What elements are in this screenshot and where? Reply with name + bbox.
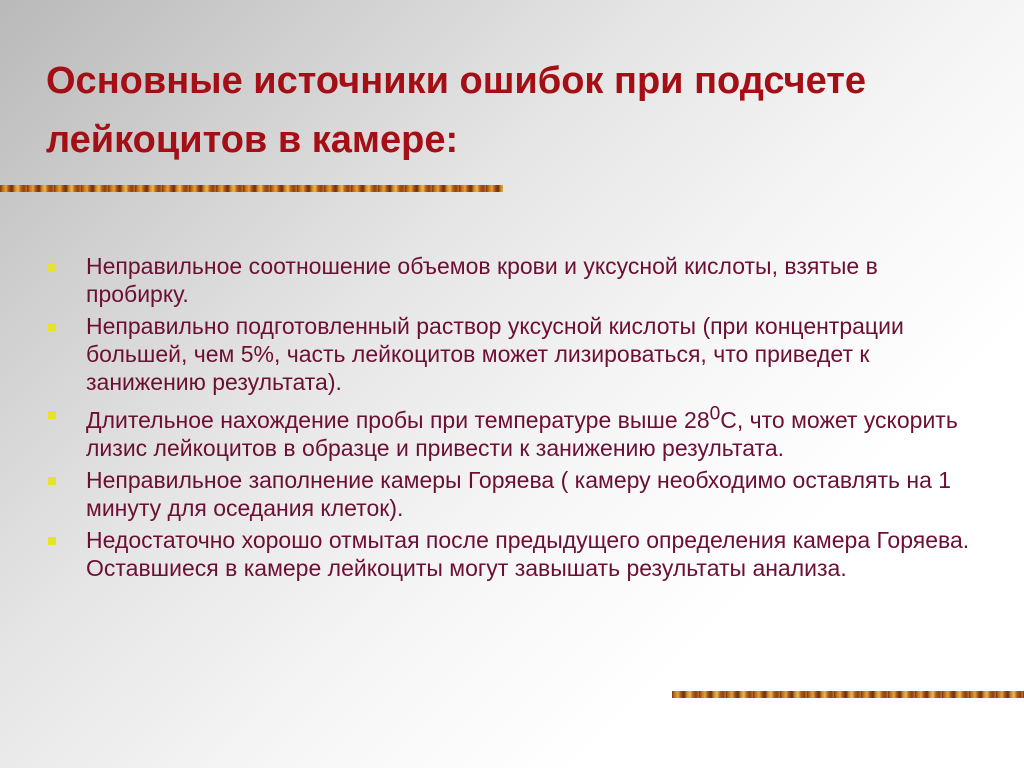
square-bullet-icon <box>48 537 56 545</box>
list-item-text: Недостаточно хорошо отмытая после предыдущего определения камера Горяева. Оставшиеся в камере лейкоциты могут завышать результаты анализа. <box>86 526 970 581</box>
list-item-text <box>86 403 958 461</box>
list-item <box>44 252 984 308</box>
list-item-text: Неправильно подготовленный раствор уксусной кислоты (при концентрации большей, чем 5%, часть лейкоцитов может лизироваться, что приведет к занижению результата). <box>86 313 904 395</box>
square-bullet-icon <box>48 263 56 271</box>
list-item-text: Неправильное заполнение камеры Горяева ( камеру необходимо оставлять на 1 минуту для оседания клеток). <box>86 466 952 521</box>
bullet-list <box>44 252 984 586</box>
list-item <box>44 526 984 582</box>
square-bullet-icon <box>48 477 56 485</box>
square-bullet-icon <box>48 411 56 419</box>
decorative-divider-bottom <box>672 691 1024 698</box>
list-item <box>44 400 984 462</box>
list-item-text-before: Длительное нахождение пробы при температуре выше 28 <box>86 406 710 433</box>
decorative-divider-top <box>0 185 503 192</box>
temperature-superscript: 0 <box>709 403 721 424</box>
slide-title: Основные источники ошибок при подсчете лейкоцитов в камере: <box>46 60 866 161</box>
list-item-text-after: С, что может ускорить лизис лейкоцитов в образце и привести к занижению результата. <box>86 406 958 461</box>
square-bullet-icon <box>48 323 56 331</box>
list-item-text: Неправильное соотношение объемов крови и уксусной кислоты, взятые в пробирку. <box>86 253 878 307</box>
list-item <box>44 466 984 522</box>
list-item <box>44 312 984 396</box>
